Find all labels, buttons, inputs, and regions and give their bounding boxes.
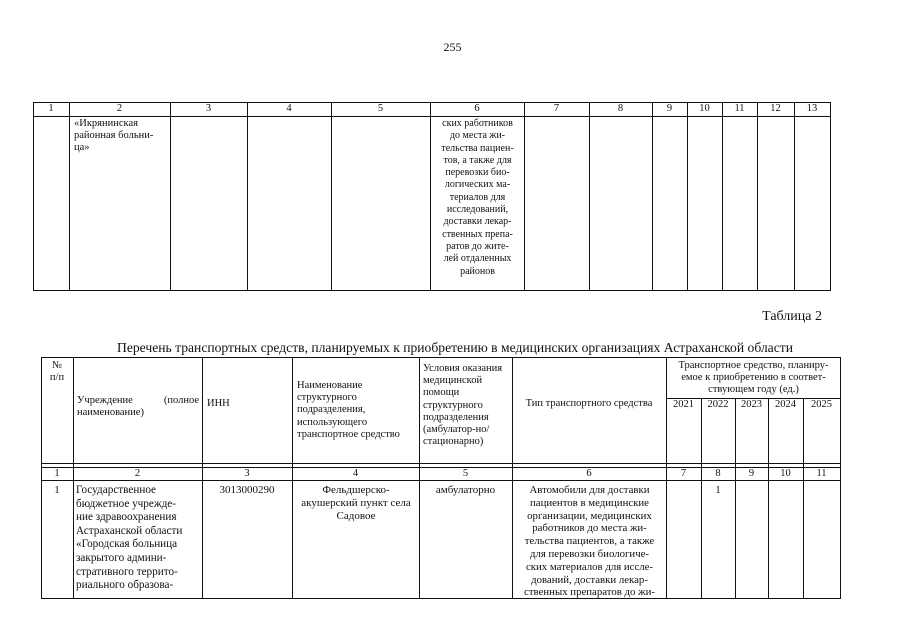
t2-col-num: 7 (680, 468, 687, 479)
t2-col-num: 5 (462, 468, 469, 479)
t2-row-num: 1 (54, 484, 60, 496)
t2-col-num: 4 (352, 468, 359, 479)
t2-vehicle-type-cell: Автомобили для доставки пациентов в медицинские организации, медицинских работников до места жи- тельства пациентов, а также для перевозки биологиче- ских материалов для иссле- дований, доставки лекар- ственных препаратов до жи- (524, 484, 655, 599)
t1-header-num: 5 (377, 103, 384, 114)
t1-header-num: 4 (286, 103, 292, 114)
t2-header-year: 2022 (707, 399, 729, 410)
t2-header-year: 2023 (741, 399, 762, 410)
t2-inn-cell: 3013000290 (219, 484, 275, 496)
t2-col-num: 11 (816, 468, 827, 479)
t2-col-num: 6 (586, 468, 592, 479)
t2-header-inn: ИНН (207, 398, 230, 409)
t2-header-conditions: Условия оказания медицинской помощи структурного подразделения (амбулатор-но/стационарно) (423, 363, 503, 448)
t2-header-vehicle-type: Тип транспортного средства (525, 398, 653, 409)
t1-header-num: 2 (116, 103, 123, 114)
t2-col-num: 1 (54, 468, 60, 479)
t1-header-num: 6 (474, 103, 480, 114)
table-title: Перечень транспортных средств, планируемых к приобретению в медицинских организациях Астраханской области (117, 340, 793, 355)
t2-col-num: 2 (134, 468, 141, 479)
t2-header-num: № п/п (49, 360, 65, 384)
t1-header-num: 11 (734, 103, 745, 114)
table-caption: Таблица 2 (762, 309, 822, 324)
t1-header-num: 12 (770, 103, 781, 114)
t2-value-2022: 1 (715, 484, 721, 496)
t1-header-num: 9 (666, 103, 673, 114)
t2-institution-cell: Государственное бюджетное учрежде- ние здравоохранения Астраханской области «Городская больница закрытого админи- стративного террито- риального образова- (76, 484, 183, 592)
t2-col-num: 3 (244, 468, 250, 479)
t1-institution-cell: «Икрянинская районная больни- ца» (74, 118, 154, 154)
t2-header-year: 2021 (673, 399, 694, 410)
t2-header-year: 2025 (811, 399, 832, 410)
t2-header-year: 2024 (775, 399, 796, 410)
t2-col-num: 10 (780, 468, 791, 479)
t2-header-institution: Учреждение (полное наименование) (77, 395, 199, 419)
t1-header-num: 13 (806, 103, 818, 114)
t2-conditions-cell: амбулаторно (435, 484, 496, 496)
t2-col-num: 8 (715, 468, 721, 479)
t1-purpose-cell: ских работников до места жи- тельства пациен- тов, а также для перевозки био- логических ма- териалов для исследований, доставки лекар- ственных препа- ратов до жите- лей отдаленных районов (441, 118, 514, 277)
t1-header-num: 8 (617, 103, 624, 114)
t1-header-num: 3 (205, 103, 212, 114)
t2-subdivision-cell: Фельдшерско- акушерский пункт села Садовое (301, 484, 411, 522)
page-number: 255 (443, 40, 462, 54)
t1-header-num: 10 (699, 103, 710, 114)
t2-header-subdivision: Наименование структурного подразделения, использующего транспортное средство (297, 380, 400, 440)
t2-col-num: 9 (748, 468, 755, 479)
t2-header-planned-group: Транспортное средство, планиру-емое к приобретению в соответ-ствующем году (ед.) (678, 360, 829, 396)
t1-header-num: 7 (553, 103, 560, 114)
t1-header-num: 1 (48, 103, 54, 114)
